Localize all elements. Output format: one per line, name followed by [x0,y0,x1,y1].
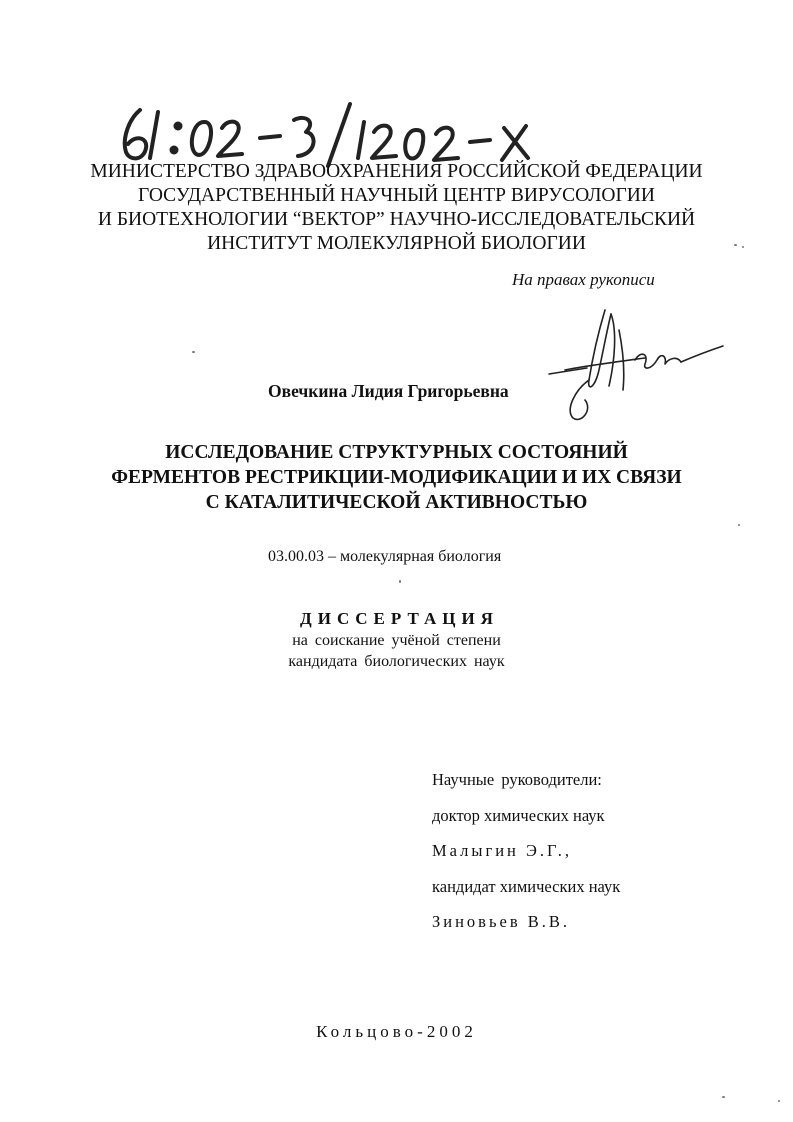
scan-speck [399,580,401,583]
advisors-block [432,770,620,948]
document-type: ДИССЕРТАЦИЯ [300,609,499,628]
advisor-name: Зиновьев В.В. [432,912,570,931]
specialty-code: 03.00.03 – молекулярная биология [268,548,502,565]
scan-speck [722,1096,725,1098]
author-name: Овечкина Лидия Григорьевна [268,381,509,401]
degree-block [0,608,793,672]
title-line: С КАТАЛИТИЧЕСКОЙ АКТИВНОСТЬЮ [205,492,588,513]
manuscript-rights-note: На правах рукописи [512,270,655,289]
institution-line: ГОСУДАРСТВЕННЫЙ НАУЧНЫЙ ЦЕНТР ВИРУСОЛОГИИ [138,185,655,206]
degree-purpose: на соискание учёной степени [292,632,501,649]
scan-speck [734,244,737,246]
scan-speck [778,1100,780,1102]
scan-speck [738,524,740,526]
degree-level: кандидата биологических наук [288,653,505,670]
title-line: ИССЛЕДОВАНИЕ СТРУКТУРНЫХ СОСТОЯНИЙ [165,442,628,463]
city-year: Кольцово-2002 [316,1022,477,1041]
institution-line: И БИОТЕХНОЛОГИИ “ВЕКТОР” НАУЧНО-ИССЛЕДОВАТЕЛЬСКИЙ [97,209,696,230]
advisor-title: доктор химических наук [432,805,605,825]
scan-speck [742,246,744,248]
advisor-name: Малыгин Э.Г., [432,841,572,860]
author-signature [545,300,730,430]
dissertation-title [0,440,793,515]
advisor-title: кандидат химических наук [432,876,621,896]
title-line: ФЕРМЕНТОВ РЕСТРИКЦИИ-МОДИФИКАЦИИ И ИХ СВЯЗИ [111,467,682,488]
scan-speck [192,351,195,353]
institution-line: МИНИСТЕРСТВО ЗДРАВООХРАНЕНИЯ РОССИЙСКОЙ ФЕДЕРАЦИИ [90,161,703,182]
institution-line: ИНСТИТУТ МОЛЕКУЛЯРНОЙ БИОЛОГИИ [207,233,586,254]
advisors-heading: Научные руководители: [432,770,602,789]
institution-header [0,160,793,256]
